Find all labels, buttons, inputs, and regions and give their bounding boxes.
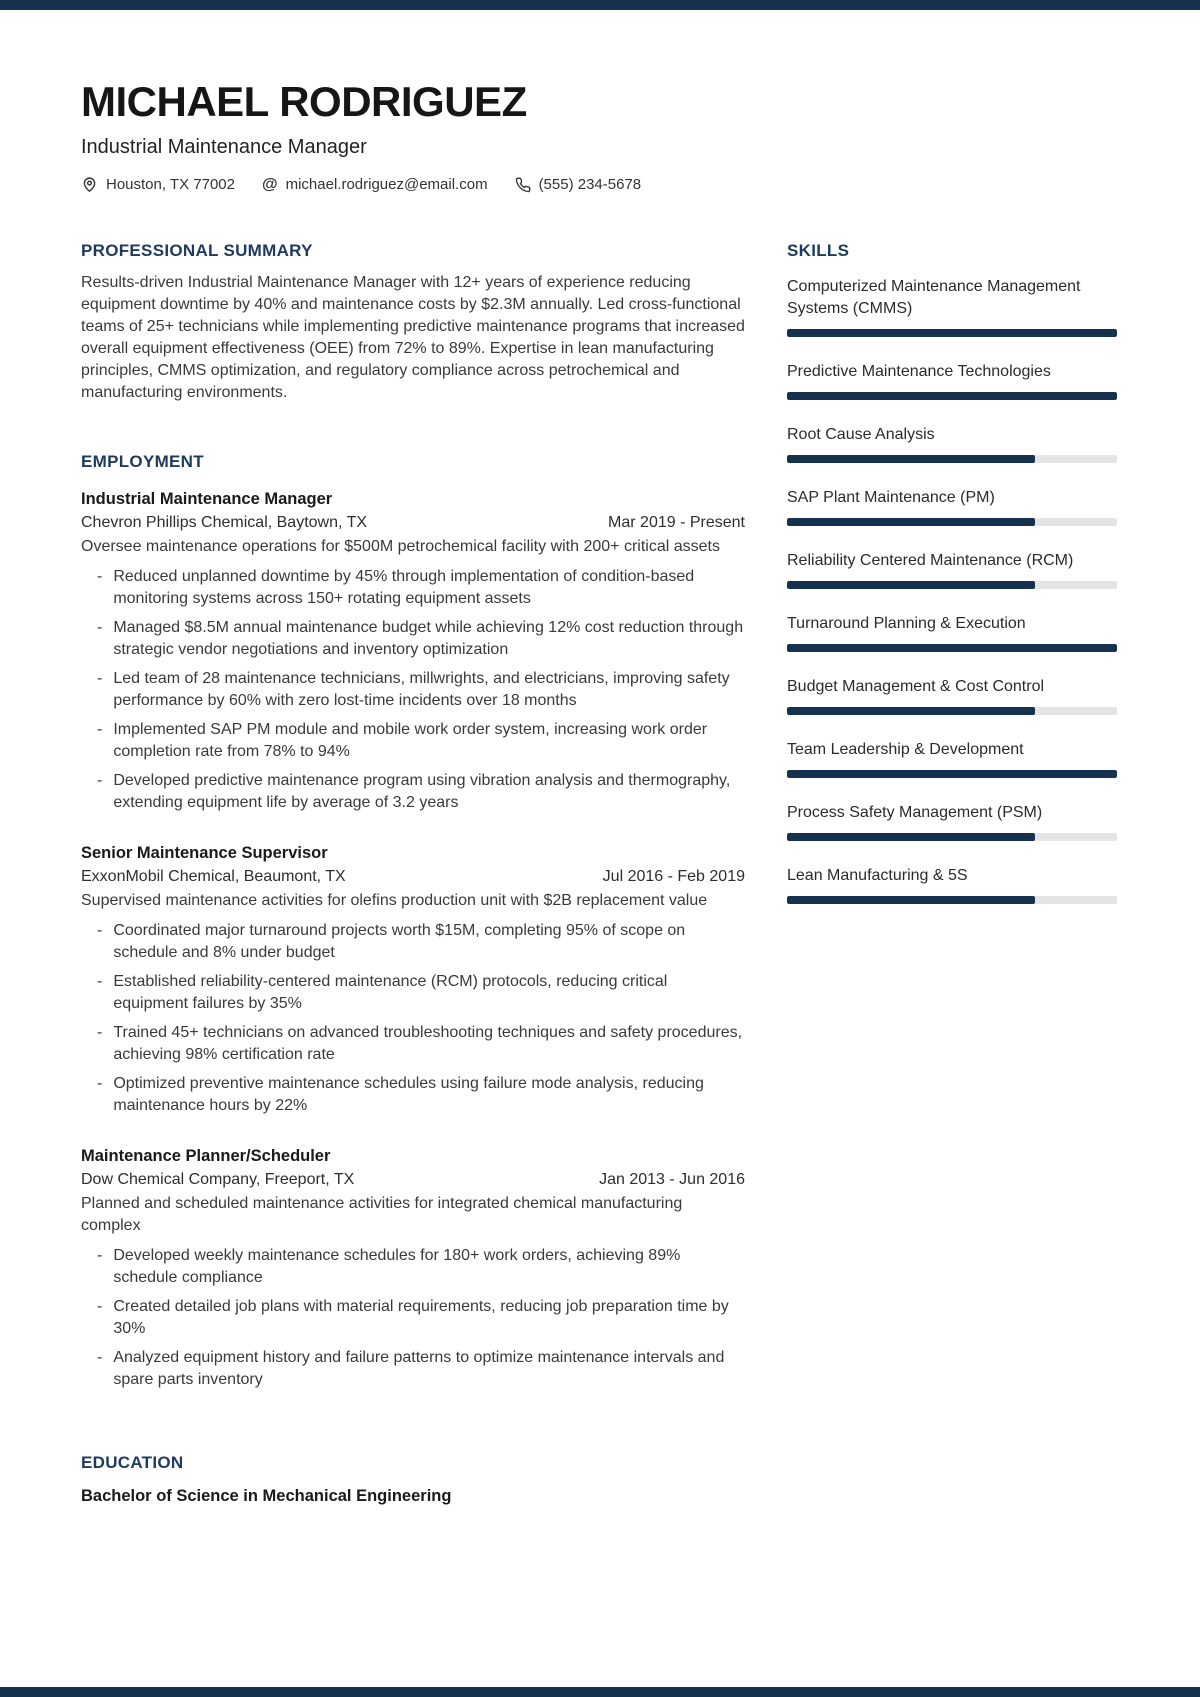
job-bullet [81, 617, 745, 661]
skill-label: SAP Plant Maintenance (PM) [787, 489, 995, 507]
job-description: Planned and scheduled maintenance activities for integrated chemical manufacturing complex [81, 1195, 683, 1235]
contact-email [262, 176, 488, 193]
skill-label: Lean Manufacturing & 5S [787, 867, 968, 885]
skill-bar-fill [787, 644, 1117, 652]
skill-bar-fill [787, 455, 1035, 463]
bullet-dash [97, 920, 102, 964]
job-bullet [81, 1245, 745, 1289]
skill-bar-fill [787, 329, 1117, 337]
summary-heading: PROFESSIONAL SUMMARY [81, 241, 313, 261]
skill-entry [787, 613, 1117, 652]
skill-bar-fill [787, 392, 1117, 400]
skills-column [787, 241, 1117, 1506]
bullet-text: Established reliability-centered maintenance (RCM) protocols, reducing critical equipment failures by 35% [113, 973, 668, 1013]
candidate-title: Industrial Maintenance Manager [81, 136, 367, 159]
education-heading: EDUCATION [81, 1453, 184, 1473]
skill-entry [787, 676, 1117, 715]
job-entry [81, 1144, 745, 1391]
bullet-text: Developed predictive maintenance program using vibration analysis and thermography, extending equipment life by average of 3.2 years [113, 772, 731, 812]
bullet-dash [97, 719, 102, 763]
skills-heading: SKILLS [787, 241, 850, 261]
job-bullet [81, 1073, 745, 1117]
bullet-text: Managed $8.5M annual maintenance budget while achieving 12% cost reduction through strategic vendor negotiations and inventory optimization [113, 619, 744, 659]
job-company: ExxonMobil Chemical, Beaumont, TX [81, 868, 346, 886]
job-bullet [81, 920, 745, 964]
job-bullets [81, 1245, 745, 1391]
candidate-name: MICHAEL RODRIGUEZ [81, 78, 527, 125]
job-company: Dow Chemical Company, Freeport, TX [81, 1171, 355, 1189]
contact-location [81, 176, 235, 193]
skill-entry [787, 802, 1117, 841]
bullet-dash [97, 1347, 102, 1391]
education-section [81, 1453, 745, 1506]
jobs-list [81, 487, 745, 1391]
skill-entry [787, 487, 1117, 526]
contact-phone [515, 176, 642, 193]
job-bullet [81, 668, 745, 712]
bullet-text: Trained 45+ technicians on advanced troubleshooting techniques and safety procedures, achieving 98% certification rate [113, 1024, 743, 1064]
skill-bar-track [787, 896, 1117, 904]
employment-section [81, 452, 745, 1391]
bullet-dash [97, 668, 102, 712]
job-description: Oversee maintenance operations for $500M petrochemical facility with 200+ critical assets [81, 538, 720, 556]
skill-bar-fill [787, 581, 1035, 589]
bullet-text: Reduced unplanned downtime by 45% through implementation of condition-based monitoring systems across 150+ rotating equipment assets [113, 568, 695, 608]
bullet-text: Coordinated major turnaround projects worth $15M, completing 95% of scope on schedule and 8% under budget [113, 922, 686, 962]
skill-label: Predictive Maintenance Technologies [787, 363, 1051, 381]
job-dates: Mar 2019 - Present [608, 514, 745, 532]
skill-bar-track [787, 644, 1117, 652]
skill-bar-track [787, 392, 1117, 400]
bullet-text: Developed weekly maintenance schedules for 180+ work orders, achieving 89% schedule compliance [113, 1247, 681, 1287]
skill-label: Turnaround Planning & Execution [787, 615, 1026, 633]
job-bullet [81, 1296, 745, 1340]
skill-label: Process Safety Management (PSM) [787, 804, 1043, 822]
job-description: Supervised maintenance activities for olefins production unit with $2B replacement value [81, 892, 708, 910]
skill-entry [787, 361, 1117, 400]
skill-bar-fill [787, 707, 1035, 715]
job-entry [81, 487, 745, 814]
summary-text: Results-driven Industrial Maintenance Manager with 12+ years of experience reducing equipment downtime by 40% and maintenance costs by $2.3M annually. Led cross-functional teams of 25+ technicians while implementing predictive maintenance programs that increased overall equipment effectiveness (OEE) from 72% to 89%. Expertise in lean manufacturing principles, CMMS optimization, and regulatory compliance across petrochemical and manufacturing environments. [81, 274, 745, 402]
skill-bar-track [787, 329, 1117, 337]
job-title: Maintenance Planner/Scheduler [81, 1147, 331, 1166]
bullet-text: Analyzed equipment history and failure patterns to optimize maintenance intervals and spare parts inventory [113, 1349, 725, 1389]
job-bullet [81, 971, 745, 1015]
professional-summary-section [81, 241, 745, 404]
bullet-dash [97, 566, 102, 610]
job-dates: Jul 2016 - Feb 2019 [602, 868, 745, 886]
skill-entry [787, 424, 1117, 463]
skill-bar-track [787, 770, 1117, 778]
bullet-dash [97, 617, 102, 661]
job-meta-row [81, 511, 745, 535]
bullet-text: Created detailed job plans with material requirements, reducing job preparation time by 30% [113, 1298, 729, 1338]
contact-email-text: michael.rodriguez@email.com [285, 176, 488, 194]
contact-phone-text: (555) 234-5678 [538, 176, 642, 194]
job-bullet [81, 719, 745, 763]
top-accent-bar [0, 0, 1200, 10]
job-bullet [81, 1022, 745, 1066]
job-meta-row [81, 1168, 745, 1192]
education-degree: Bachelor of Science in Mechanical Engineering [81, 1487, 452, 1506]
bullet-dash [97, 1022, 102, 1066]
skill-entry [787, 276, 1117, 337]
job-meta-row [81, 865, 745, 889]
bullet-dash [97, 1296, 102, 1340]
skill-label: Computerized Maintenance Management Systems (CMMS) [787, 278, 1081, 318]
skill-entry [787, 865, 1117, 904]
job-bullet [81, 1347, 745, 1391]
bottom-accent-bar [0, 1687, 1200, 1697]
skill-label: Reliability Centered Maintenance (RCM) [787, 552, 1074, 570]
contact-row [81, 176, 1117, 193]
skill-label: Root Cause Analysis [787, 426, 935, 444]
job-title: Senior Maintenance Supervisor [81, 844, 328, 863]
bullet-text: Led team of 28 maintenance technicians, millwrights, and electricians, improving safety performance by 60% with zero lost-time incidents over 18 months [113, 670, 730, 710]
two-column-layout [81, 241, 1117, 1506]
job-bullets [81, 920, 745, 1117]
bullet-dash [97, 770, 102, 814]
resume-header [81, 80, 1117, 193]
skill-bar-track [787, 518, 1117, 526]
skill-bar-fill [787, 770, 1117, 778]
skill-bar-fill [787, 518, 1035, 526]
at-sign-icon: @ [261, 175, 278, 193]
location-pin-icon [81, 176, 98, 193]
skill-bar-track [787, 455, 1117, 463]
job-bullet [81, 770, 745, 814]
skills-list [787, 276, 1117, 904]
skill-bar-fill [787, 833, 1035, 841]
bullet-text: Optimized preventive maintenance schedules using failure mode analysis, reducing maintenance hours by 22% [113, 1075, 704, 1115]
bullet-dash [97, 1073, 102, 1117]
skill-bar-fill [787, 896, 1035, 904]
phone-icon [515, 177, 531, 193]
bullet-dash [97, 971, 102, 1015]
job-dates: Jan 2013 - Jun 2016 [599, 1171, 745, 1189]
skill-label: Team Leadership & Development [787, 741, 1024, 759]
job-entry [81, 841, 745, 1117]
skill-bar-track [787, 833, 1117, 841]
job-bullets [81, 566, 745, 814]
bullet-text: Implemented SAP PM module and mobile work order system, increasing work order completion rate from 78% to 94% [113, 721, 708, 761]
skill-bar-track [787, 707, 1117, 715]
skill-entry [787, 550, 1117, 589]
bullet-dash [97, 1245, 102, 1289]
job-title: Industrial Maintenance Manager [81, 490, 333, 509]
job-company: Chevron Phillips Chemical, Baytown, TX [81, 514, 368, 532]
skill-bar-track [787, 581, 1117, 589]
employment-heading: EMPLOYMENT [81, 452, 204, 472]
skill-label: Budget Management & Cost Control [787, 678, 1045, 696]
job-bullet [81, 566, 745, 610]
main-column [81, 241, 745, 1506]
skill-entry [787, 739, 1117, 778]
contact-location-text: Houston, TX 77002 [106, 176, 235, 194]
